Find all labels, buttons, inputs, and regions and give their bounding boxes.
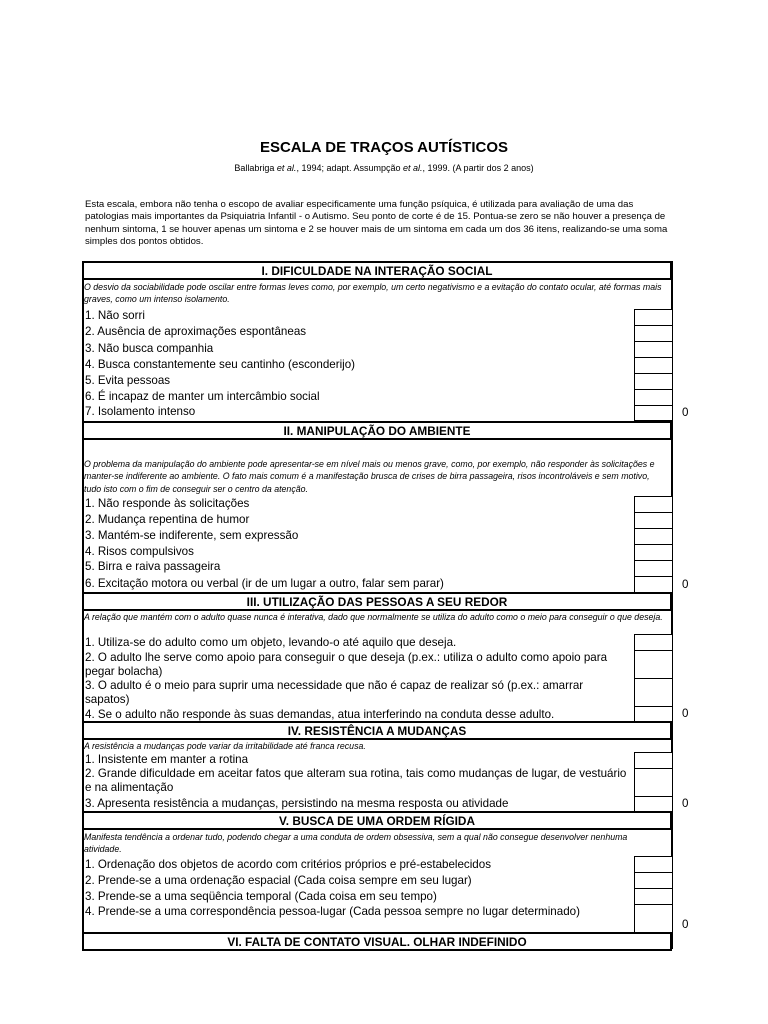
score-box-2-4[interactable]	[634, 544, 673, 561]
item-1-5: 5. Evita pessoas	[85, 374, 171, 387]
section-heading-5: V. BUSCA DE UMA ORDEM RÍGIDA	[82, 811, 672, 830]
score-box-5-1[interactable]	[634, 856, 673, 873]
item-1-1: 1. Não sorri	[85, 309, 145, 322]
score-box-1-7[interactable]	[634, 405, 673, 421]
item-3-4: 4. Se o adulto não responde às suas demandas, atua interferindo na conduta desse adulto.	[85, 708, 555, 721]
item-1-6: 6. É incapaz de manter um intercâmbio social	[85, 390, 320, 403]
score-box-1-2[interactable]	[634, 325, 673, 342]
item-3-3: 3. O adulto é o meio para suprir uma necessidade que não é capaz de realizar só (p.ex.: amarrar sapatos)	[85, 679, 584, 706]
item-5-2: 2. Prende-se a uma ordenação espacial (Cada coisa sempre em seu lugar)	[85, 874, 472, 887]
score-box-1-4[interactable]	[634, 357, 673, 374]
item-1-4: 4. Busca constantemente seu cantinho (esconderijo)	[85, 358, 356, 371]
item-3-2: 2. O adulto lhe serve como apoio para conseguir o que deseja (p.ex.: utiliza o adulto como apoio para pegar bolacha)	[85, 651, 608, 678]
score-box-2-6[interactable]	[634, 576, 673, 593]
item-4-2: 2. Grande dificuldade em aceitar fatos que alteram sua rotina, tais como mudanças de lugar, de vestuário e na alimentação	[85, 767, 627, 794]
score-box-5-4[interactable]	[634, 904, 673, 934]
item-1-7: 7. Isolamento intenso	[85, 405, 196, 418]
section-description-5: Manifesta tendência a ordenar tudo, podendo chegar a uma conduta de ordem obsessiva, sem a qual não consegue desenvolver nenhuma atividade.	[84, 832, 628, 855]
section-description-1: O desvio da sociabilidade pode oscilar entre formas leves como, por exemplo, um certo negativismo e a evitação do contato ocular, até formas mais graves, como um intenso isolamento.	[84, 282, 662, 305]
page-title: ESCALA DE TRAÇOS AUTÍSTICOS	[259, 139, 509, 156]
score-box-3-3[interactable]	[634, 678, 673, 707]
item-4-1: 1. Insistente em manter a rotina	[85, 753, 249, 766]
section-description-2: O problema da manipulação do ambiente pode apresentar-se em nível mais ou menos grave, como, por exemplo, não responder às solicitações e manter-se indiferente ao ambiente. O fato mais comum é a manifestação brusca de crises de birra passageira, risos incontroláveis e sem motivo, tudo isto com o fim de conseguir ser o centro da atenção.	[84, 459, 655, 494]
subtitle: Ballabriga et al., 1994; adapt. Assumpção et al., 1999. (A partir dos 2 anos)	[234, 163, 534, 173]
section-description-4: A resistência a mudanças pode variar da irritabilidade até franca recusa.	[84, 741, 366, 751]
score-box-2-1[interactable]	[634, 496, 673, 513]
score-box-1-6[interactable]	[634, 389, 673, 406]
score-box-3-2[interactable]	[634, 650, 673, 679]
section-score-4: 0	[682, 797, 689, 810]
score-box-4-1[interactable]	[634, 752, 673, 769]
item-1-2: 2. Ausência de aproximações espontâneas	[85, 325, 307, 338]
item-5-4: 4. Prende-se a uma correspondência pessoa-lugar (Cada pessoa sempre no lugar determinado)	[85, 905, 580, 918]
score-box-3-1[interactable]	[634, 634, 673, 651]
section-description-3: A relação que mantém com o adulto quase nunca é interativa, dado que normalmente se utiliza do adulto como o meio para conseguir o que deseja.	[84, 612, 663, 622]
section-score-1: 0	[682, 406, 689, 419]
score-box-2-2[interactable]	[634, 512, 673, 529]
item-2-6: 6. Excitação motora ou verbal (ir de um lugar a outro, falar sem parar)	[85, 577, 444, 590]
section-heading-6: VI. FALTA DE CONTATO VISUAL. OLHAR INDEFINIDO	[82, 932, 672, 951]
item-3-1: 1. Utiliza-se do adulto como um objeto, levando-o até aquilo que deseja.	[85, 636, 457, 649]
score-box-2-3[interactable]	[634, 528, 673, 545]
score-box-5-3[interactable]	[634, 888, 673, 905]
score-box-1-3[interactable]	[634, 341, 673, 358]
item-4-3: 3. Apresenta resistência a mudanças, persistindo na mesma resposta ou atividade	[85, 797, 509, 810]
section-score-5: 0	[682, 918, 689, 931]
item-5-3: 3. Prende-se a uma seqüência temporal (Cada coisa em seu tempo)	[85, 890, 437, 903]
section-heading-4: IV. RESISTÊNCIA A MUDANÇAS	[82, 721, 672, 740]
section-heading-3: III. UTILIZAÇÃO DAS PESSOAS A SEU REDOR	[82, 592, 672, 611]
section-score-2: 0	[682, 578, 689, 591]
score-box-4-2[interactable]	[634, 768, 673, 797]
section-score-3: 0	[682, 707, 689, 720]
item-2-3: 3. Mantém-se indiferente, sem expressão	[85, 529, 299, 542]
score-box-5-2[interactable]	[634, 872, 673, 889]
item-5-1: 1. Ordenação dos objetos de acordo com critérios próprios e pré-estabelecidos	[85, 858, 492, 871]
item-2-5: 5. Birra e raiva passageira	[85, 560, 221, 573]
score-box-3-4[interactable]	[634, 706, 673, 722]
section-heading-2: II. MANIPULAÇÃO DO AMBIENTE	[82, 421, 672, 440]
item-1-3: 3. Não busca companhia	[85, 342, 214, 355]
score-box-2-5[interactable]	[634, 560, 673, 577]
intro-paragraph: Esta escala, embora não tenha o escopo de avaliar especificamente uma função psíquica, é utilizada para avaliação de uma das patologias mais importantes da Psiquiatria Infantil - o Autismo. Seu ponto de corte é de 15. Pontua-se zero se não houver a presença de nenhum sintoma, 1 se houver apenas um sintoma e 2 se houver mais de um sintoma em cada um dos 36 itens, realizando-se uma soma simples dos pontos obtidos.	[85, 199, 668, 248]
score-box-1-1[interactable]	[634, 309, 673, 326]
score-box-1-5[interactable]	[634, 373, 673, 390]
item-2-1: 1. Não responde às solicitações	[85, 497, 250, 510]
item-2-4: 4. Risos compulsivos	[85, 545, 194, 558]
section-heading-1: I. DIFICULDADE NA INTERAÇÃO SOCIAL	[82, 261, 672, 280]
score-box-4-3[interactable]	[634, 796, 673, 812]
item-2-2: 2. Mudança repentina de humor	[85, 513, 250, 526]
